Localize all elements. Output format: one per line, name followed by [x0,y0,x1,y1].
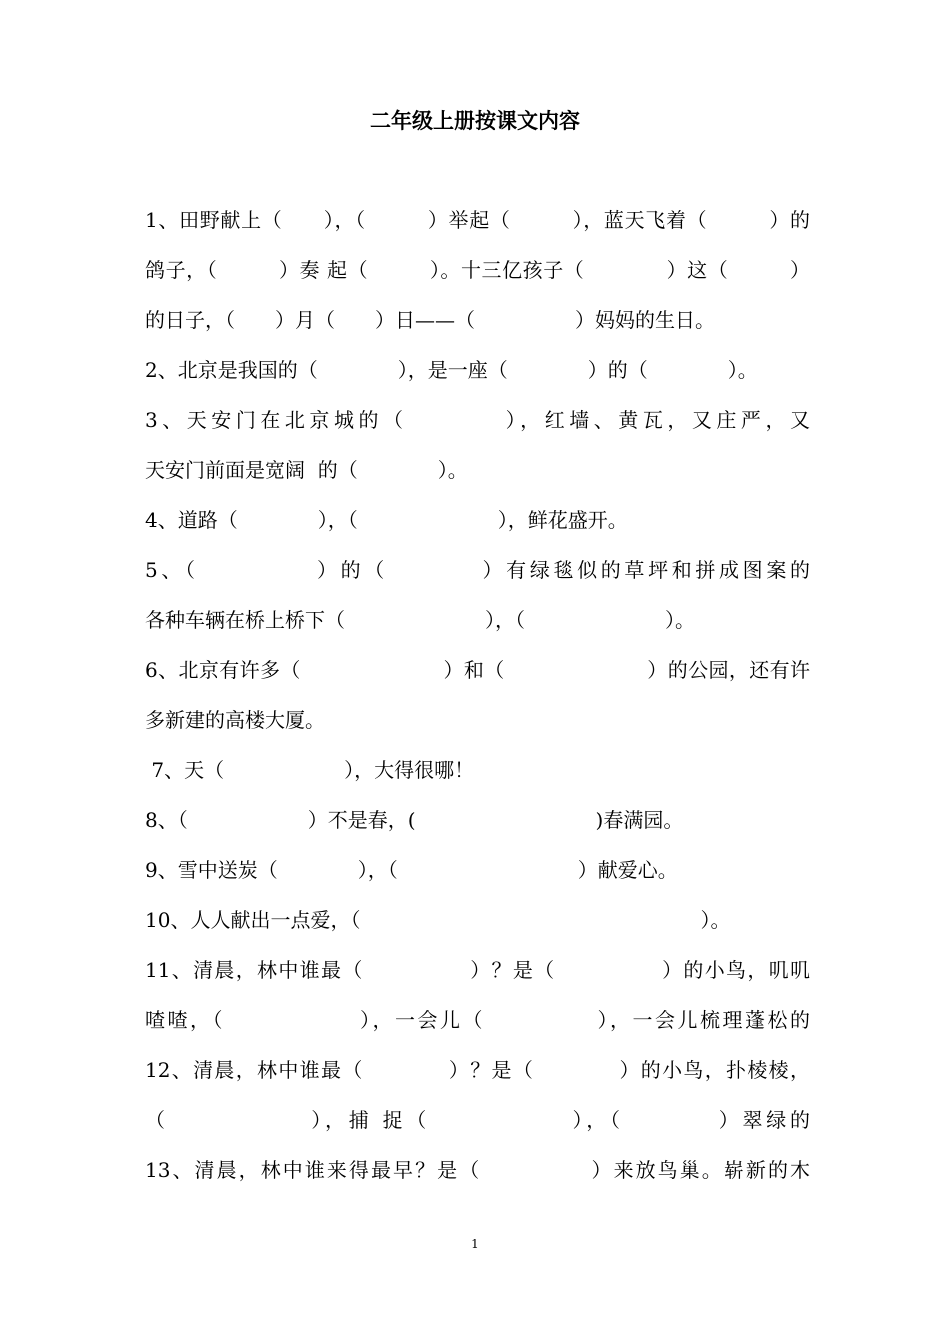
exercise-line: 多新建的高楼大厦。 [145,708,325,732]
exercise-line: 6、北京有许多（ ）和（ ）的公园，还有许 [145,658,810,682]
exercise-line: 的日子，（ ）月（ ）日——（ ）妈妈的生日。 [145,308,715,332]
document-title: 二年级上册按课文内容 [370,108,580,133]
exercise-line: 鸽子，（ ）奏 起（ ）。十三亿孩子（ ）这（ ） [145,258,810,282]
exercise-line: （ ），捕 捉（ ），（ ）翠绿的 [145,1108,810,1132]
exercise-line: 1、田野献上（ ），（ ）举起（ ），蓝天飞着（ ）的 [145,208,810,232]
exercise-line: 8、（ ）不是春，( )春满园。 [145,808,684,832]
exercise-line: 5、（ ）的（ ）有绿毯似的草坪和拼成图案的 [145,558,810,582]
exercise-line: 4、道路（ ），（ ），鲜花盛开。 [145,508,628,532]
page-number: 1 [471,1237,479,1251]
exercise-line: 7、天（ ），大得很哪！ [145,758,475,782]
exercise-line: 各种车辆在桥上桥下（ ），（ ）。 [145,608,695,632]
exercise-line: 12、清晨，林中谁最（ ）？是（ ）的小鸟，扑棱棱， [145,1058,810,1082]
exercise-line: 11、清晨，林中谁最（ ）？是（ ）的小鸟，叽叽 [145,958,810,982]
exercise-line: 2、北京是我国的（ ），是一座（ ）的（ ）。 [145,358,758,382]
exercise-line: 13、清晨，林中谁来得最早？是（ ）来放鸟巢。崭新的木 [145,1158,810,1182]
exercise-list [145,199,810,1199]
exercise-line: 9、雪中送炭（ ），（ ）献爱心。 [145,858,678,882]
exercise-line: 10、人人献出一点爱，（ ）。 [145,908,731,932]
exercise-line: 天安门前面是宽阔 的（ ）。 [145,458,468,482]
exercise-line: 喳喳，（ ），一会儿（ ），一会儿梳理蓬松的 [145,1008,810,1032]
exercise-line: 3、天安门在北京城的（ ），红墙、黄瓦，又庄严，又 [145,408,810,432]
